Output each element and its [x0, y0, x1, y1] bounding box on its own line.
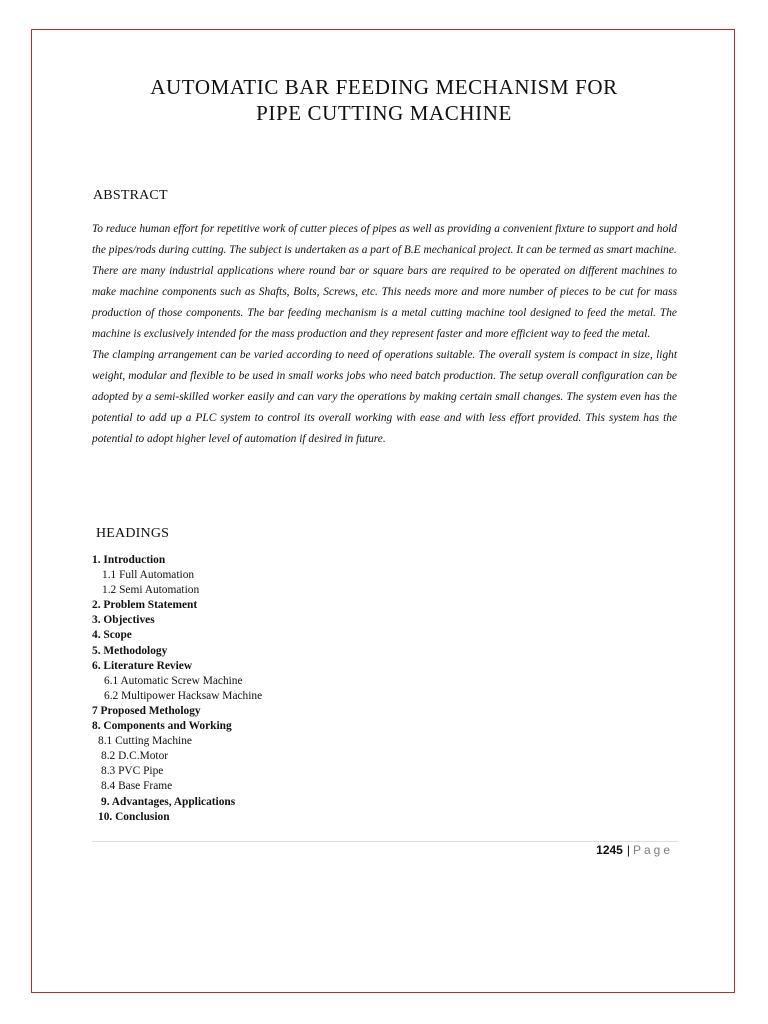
heading-item: 1.2 Semi Automation [102, 584, 200, 597]
heading-item: 8.1 Cutting Machine [98, 735, 192, 748]
abstract-paragraph-3: The clamping arrangement can be varied according to need of operations suitable. The overall system is compact in size, light weight, modular and flexible to be used in small works jobs who need batch production. The setup overall configuration can be adopted by a semi-skilled worker easily and can vary the operations by making certain small changes. The system even has the potential to add up a PLC system to control its overall working with ease and with less effort provided. This system has the potential to adopt higher level of automation if desired in future. [92, 349, 677, 445]
heading-item: 7 Proposed Methology [92, 704, 201, 717]
headings-title: HEADINGS [96, 526, 170, 541]
heading-item: 6. Literature Review [92, 659, 193, 672]
heading-item: 6.1 Automatic Screw Machine [104, 674, 243, 687]
heading-item: 9. Advantages, Applications [101, 795, 236, 808]
page-number: 1245 [596, 843, 623, 857]
heading-item: 10. Conclusion [98, 810, 170, 823]
heading-item: 8.3 PVC Pipe [101, 765, 164, 778]
heading-item: 5. Methodology [92, 644, 168, 657]
heading-item: 8.2 D.C.Motor [101, 750, 169, 763]
title-line-1: AUTOMATIC BAR FEEDING MECHANISM FOR [150, 75, 618, 99]
heading-item: 4. Scope [92, 629, 132, 642]
abstract-body [92, 219, 677, 450]
page-footer [596, 843, 673, 857]
page-label: Page [632, 843, 673, 857]
heading-item: 2. Problem Statement [92, 599, 198, 612]
abstract-paragraph-2: There are many industrial applications where round bar or square bars are required to be operated on different machines to make machine components such as Shafts, Bolts, Screws, etc. This needs more and more number of pieces to be cut for mass production of those components. The bar feeding mechanism is a metal cutting machine tool designed to feed the metal. The machine is exclusively intended for the mass production and they represent faster and more efficient way to feed the metal. [92, 265, 677, 340]
heading-item: 3. Objectives [92, 614, 155, 627]
title-line-2: PIPE CUTTING MACHINE [256, 101, 512, 125]
heading-item: 8.4 Base Frame [101, 780, 173, 793]
heading-item: 1.1 Full Automation [102, 569, 195, 582]
abstract-paragraph-1: To reduce human effort for repetitive work of cutter pieces of pipes as well as providing a convenient fixture to support and hold the pipes/rods during cutting. The subject is undertaken as a part of B.E mechanical project. It can be termed as smart machine. [92, 223, 677, 256]
footer-separator: | [626, 843, 630, 857]
heading-item: 1. Introduction [92, 554, 166, 566]
footer-rule [92, 841, 678, 842]
heading-item: 6.2 Multipower Hacksaw Machine [104, 689, 263, 702]
abstract-heading: ABSTRACT [93, 188, 168, 203]
headings-list [92, 553, 492, 825]
heading-item: 8. Components and Working [92, 720, 232, 733]
document-title [60, 74, 708, 126]
